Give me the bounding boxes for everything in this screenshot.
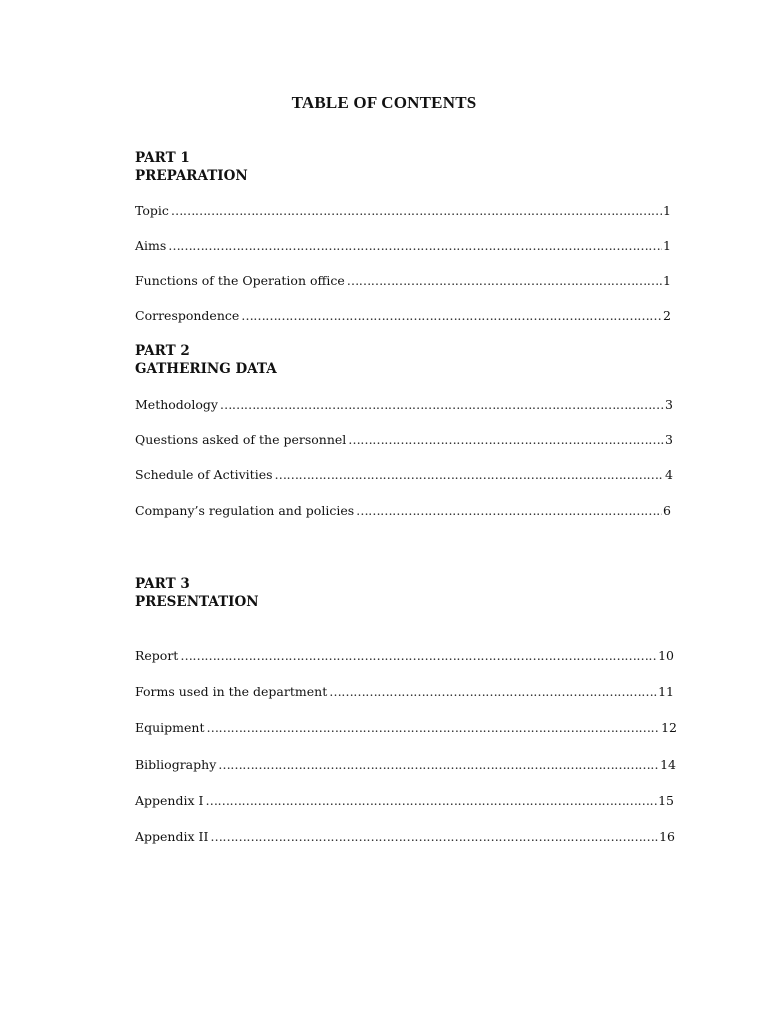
part-1-name: PREPARATION: [135, 168, 248, 184]
dot-leader: [220, 395, 664, 415]
entry-label: Appendix II: [135, 829, 209, 844]
toc-entry: [135, 306, 671, 326]
toc-entry: [135, 682, 674, 702]
dot-leader: [241, 306, 662, 326]
dot-leader: [348, 430, 664, 450]
dot-leader: [347, 271, 662, 291]
entry-label: Functions of the Operation office: [135, 273, 345, 288]
entry-label: Questions asked of the personnel: [135, 432, 347, 447]
toc-entry: [135, 501, 671, 521]
dot-leader: [275, 465, 665, 485]
toc-entry: [135, 271, 671, 291]
entry-page-number: 3: [665, 397, 673, 412]
toc-entry: [135, 395, 673, 415]
entry-page-number: 2: [663, 308, 671, 323]
entry-label: Schedule of Activities: [135, 467, 273, 482]
dot-leader: [180, 646, 657, 666]
part-1-number: PART 1: [135, 150, 190, 166]
entry-page-number: 6: [663, 503, 671, 518]
dot-leader: [207, 718, 661, 738]
entry-label: Aims: [135, 238, 167, 253]
entry-page-number: 15: [658, 793, 674, 808]
toc-entry: [135, 718, 677, 738]
dot-leader: [218, 755, 659, 775]
entry-page-number: 1: [663, 238, 671, 253]
entry-label: Forms used in the department: [135, 684, 328, 699]
toc-entry: [135, 755, 676, 775]
entry-label: Topic: [135, 203, 169, 218]
entry-label: Bibliography: [135, 757, 217, 772]
part-2-number: PART 2: [135, 343, 190, 359]
entry-page-number: 1: [663, 273, 671, 288]
dot-leader: [171, 201, 662, 221]
entry-label: Appendix I: [135, 793, 204, 808]
part-2-name: GATHERING DATA: [135, 361, 277, 377]
entry-label: Equipment: [135, 720, 205, 735]
dot-leader: [329, 682, 657, 702]
dot-leader: [210, 827, 658, 847]
toc-entry: [135, 646, 674, 666]
entry-label: Correspondence: [135, 308, 240, 323]
toc-entry: [135, 791, 674, 811]
entry-page-number: 12: [661, 720, 677, 735]
toc-entry: [135, 430, 673, 450]
toc-entry: [135, 465, 673, 485]
entry-page-number: 4: [665, 467, 673, 482]
part-3-name: PRESENTATION: [135, 594, 259, 610]
entry-label: Methodology: [135, 397, 218, 412]
entry-page-number: 14: [660, 757, 676, 772]
toc-entry: [135, 236, 671, 256]
entry-page-number: 16: [659, 829, 675, 844]
dot-leader: [356, 501, 662, 521]
toc-entry: [135, 201, 671, 221]
dot-leader: [168, 236, 662, 256]
toc-entry: [135, 827, 675, 847]
dot-leader: [205, 791, 657, 811]
entry-label: Company’s regulation and policies: [135, 503, 355, 518]
document-title: TABLE OF CONTENTS: [291, 93, 477, 112]
entry-page-number: 3: [665, 432, 673, 447]
entry-page-number: 10: [658, 648, 674, 663]
entry-page-number: 1: [663, 203, 671, 218]
entry-label: Report: [135, 648, 179, 663]
part-3-number: PART 3: [135, 576, 190, 592]
entry-page-number: 11: [658, 684, 674, 699]
